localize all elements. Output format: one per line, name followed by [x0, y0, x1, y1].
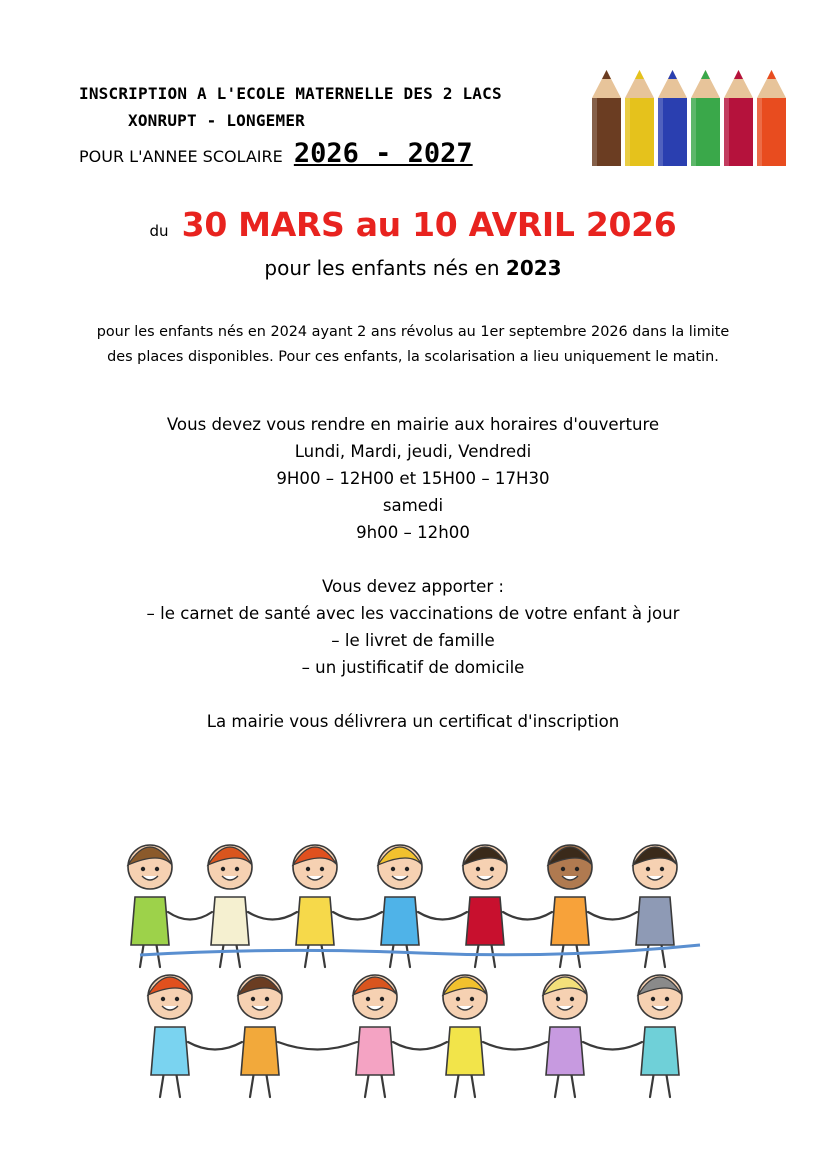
child-figure	[443, 975, 547, 1097]
child-figure	[128, 845, 212, 967]
header-line-2: XONRUPT - LONGEMER	[128, 111, 305, 130]
two-year-olds-note: pour les enfants nés en 2024 ayant 2 ans révolus au 1er septembre 2026 dans la limite des places disponibles. Pour ces enfants, la scolarisation a lieu uniquement le matin.	[96, 324, 730, 365]
child-figure	[463, 845, 552, 967]
child-figure	[208, 845, 297, 967]
weekday-hours: 9H00 – 12H00 et 15H00 – 17H30	[276, 469, 550, 488]
children-holding-hands-icon	[110, 815, 720, 1105]
certificate-note: La mairie vous délivrera un certificat d'inscription	[206, 712, 620, 731]
school-year-row	[79, 138, 473, 169]
registration-dates	[0, 205, 826, 244]
bring-item-proof-of-address: – un justificatif de domicile	[301, 658, 525, 677]
child-figure	[548, 845, 637, 967]
born-prefix: pour les enfants nés en	[264, 256, 500, 280]
child-figure	[638, 975, 682, 1097]
bring-item-health-book: – le carnet de santé avec les vaccinations de votre enfant à jour	[146, 604, 680, 623]
bring-item-family-book: – le livret de famille	[331, 631, 495, 650]
born-year-row	[0, 256, 826, 280]
child-figure	[378, 845, 467, 967]
child-figure	[353, 975, 447, 1097]
hours-title: Vous devez vous rendre en mairie aux horaires d'ouverture	[166, 415, 660, 434]
pencil-4	[691, 70, 720, 166]
child-figure	[543, 975, 642, 1097]
school-year-prefix: POUR L'ANNEE SCOLAIRE	[79, 147, 283, 166]
pencil-5	[724, 70, 753, 166]
header-line-1: INSCRIPTION A L'ECOLE MATERNELLE DES 2 LACS	[79, 84, 502, 103]
child-figure	[238, 975, 357, 1097]
pencil-1	[592, 70, 621, 166]
colored-pencils-icon	[590, 66, 790, 166]
bring-title: Vous devez apporter :	[321, 577, 505, 596]
child-figure	[293, 845, 382, 967]
saturday-day: samedi	[382, 496, 444, 515]
dates-du-label: du	[149, 222, 169, 240]
pencil-2	[625, 70, 654, 166]
saturday-hours: 9h00 – 12h00	[356, 523, 470, 542]
pencil-3	[658, 70, 687, 166]
dates-range: 30 MARS au 10 AVRIL 2026	[181, 205, 677, 244]
weekday-days: Lundi, Mardi, jeudi, Vendredi	[294, 442, 532, 461]
school-year-range: 2026 - 2027	[293, 138, 473, 169]
pencil-6	[757, 70, 786, 166]
born-year: 2023	[505, 256, 562, 280]
child-figure	[148, 975, 242, 1097]
